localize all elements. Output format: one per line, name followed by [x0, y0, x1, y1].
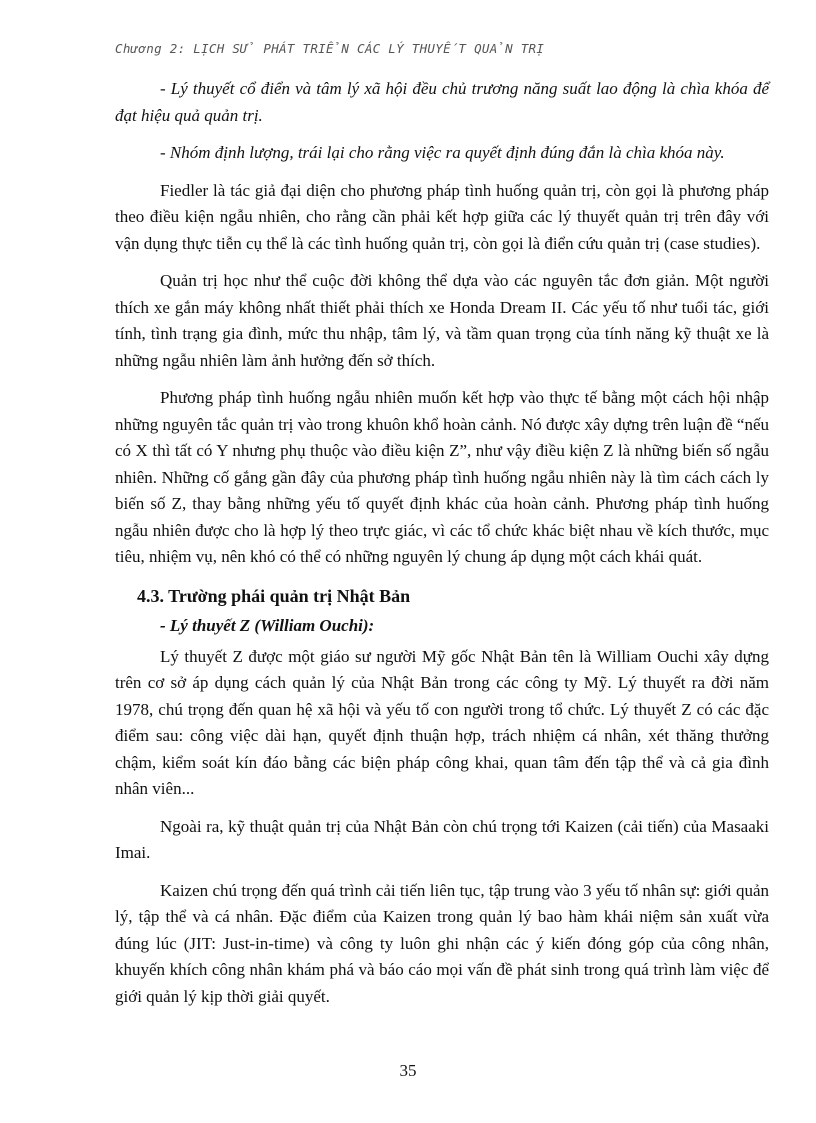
paragraph: Quản trị học như thể cuộc đời không thể dựa vào các nguyên tắc đơn giản. Một người thích xe gắn máy không nhất thiết phải thích xe Honda Dream II. Các yếu tố như tuổi tác, giới tính, tình trạng gia đình, mức thu nhập, tâm lý, và tầm quan trọng của tính năng kỹ thuật xe là những ngẫu nhiên làm ảnh hưởng đến sở thích. — [115, 271, 769, 370]
paragraph: Phương pháp tình huống ngẫu nhiên muốn kết hợp vào thực tế bằng một cách hội nhập những nguyên tắc quản trị vào trong khuôn khổ hoàn cảnh. Nó được xây dựng trên luận đề “nếu có X thì tất có Y nhưng phụ thuộc vào điều kiện Z”, như vậy điều kiện Z là những biến số ngẫu nhiên. Những cố gắng gần đây của phương pháp tình huống ngẫu nhiên này là tìm cách cách ly biến số Z, thay bằng những yếu tố quyết định khác của hoàn cảnh. Phương pháp tình huống ngẫu nhiên được cho là hợp lý theo trực giác, vì các tổ chức khác biệt nhau về kích thước, mục tiêu, nhiệm vụ, nên khó có thể có những nguyên lý chung áp dụng một cách khái quát. — [115, 388, 769, 566]
page-number: 35 — [399, 1061, 417, 1080]
paragraph: Ngoài ra, kỹ thuật quản trị của Nhật Bản còn chú trọng tới Kaizen (cải tiến) của Masaaki Imai. — [115, 816, 769, 862]
paragraph: Lý thuyết Z được một giáo sư người Mỹ gốc Nhật Bản tên là William Ouchi xây dựng trên cơ sở áp dụng cách quản lý của Nhật Bản trong các công ty Mỹ. Lý thuyết ra đời năm 1978, chú trọng đến quan hệ xã hội và yếu tố con người trong tổ chức. Lý thuyết Z có các đặc điểm sau: công việc dài hạn, quyết định thuận hợp, trách nhiệm cá nhân, xét thăng thưởng chậm, kiểm soát kín đáo bằng các biện pháp công khai, quan tâm đến tập thể và cả gia đình nhân viên... — [115, 646, 769, 798]
paragraph: Fiedler là tác giả đại diện cho phương pháp tình huống quản trị, còn gọi là phương pháp theo điều kiện ngẫu nhiên, cho rằng cần phải kết hợp giữa các lý thuyết quản trị trên đây với vận dụng thực tiễn cụ thể là các tình huống quản trị, còn gọi là điển cứu quản trị (case studies). — [115, 180, 769, 253]
page-body — [115, 76, 769, 1021]
paragraph: - Nhóm định lượng, trái lại cho rằng việc ra quyết định đúng đắn là chìa khóa này. — [160, 143, 725, 162]
subsection-heading: - Lý thuyết Z (William Ouchi): — [160, 616, 375, 635]
running-header: Chương 2: LỊCH SỬ PHÁT TRIỂN CÁC LÝ THUYẾT QUẢN TRỊ — [115, 41, 545, 56]
paragraph: - Lý thuyết cổ điển và tâm lý xã hội đều chủ trương năng suất lao động là chìa khóa để đạt hiệu quả quản trị. — [115, 79, 769, 125]
paragraph: Kaizen chú trọng đến quá trình cải tiến liên tục, tập trung vào 3 yếu tố nhân sự: giới quản lý, tập thể và cá nhân. Đặc điểm của Kaizen trong quản lý bao hàm khái niệm sản xuất vừa đúng lúc (JIT: Just-in-time) và công ty luôn ghi nhận các ý kiến đóng góp của công nhân, khuyến khích công nhân khám phá và báo cáo mọi vấn đề phát sinh trong quá trình làm việc để giới quản lý kịp thời giải quyết. — [115, 880, 769, 1006]
section-heading: 4.3. Trường phái quản trị Nhật Bản — [137, 585, 411, 606]
